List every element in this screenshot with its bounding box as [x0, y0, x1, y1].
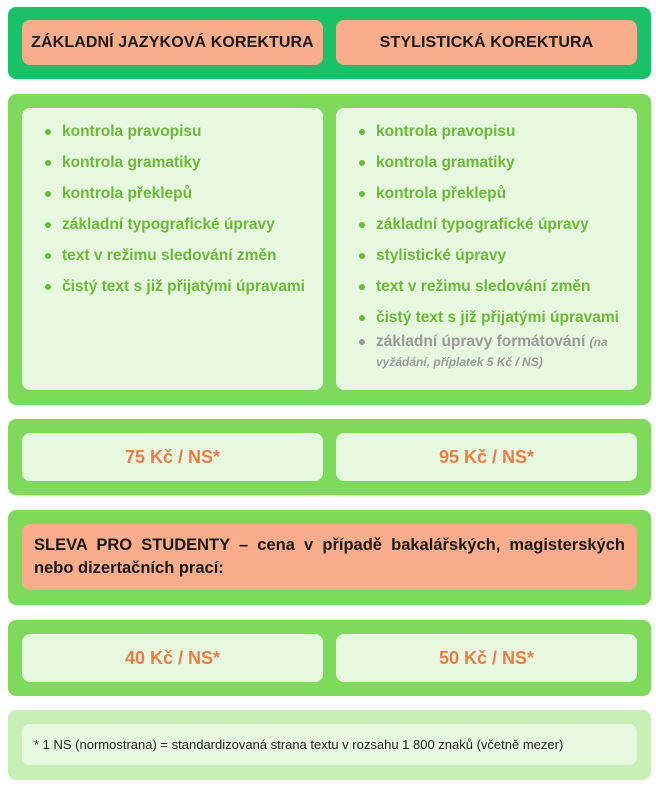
header-card-basic [22, 20, 323, 65]
price-basic: 75 Kč / NS* [124, 446, 221, 467]
header-stylistic-title: STYLISTICKÁ KOREKTURA [379, 33, 594, 51]
feature-item: text v režimu sledování změn [42, 246, 311, 266]
footnote-band [8, 710, 651, 780]
header-band [8, 7, 651, 79]
student-price-stylistic: 50 Kč / NS* [438, 647, 535, 668]
feature-list-basic [22, 108, 323, 297]
student-prices-band [8, 620, 651, 696]
extra-label: základní úpravy formátování [376, 333, 586, 350]
student-price-card-basic [22, 634, 323, 682]
feature-item: stylistické úpravy [356, 246, 625, 266]
normostrana-footnote: * 1 NS (normostrana) = standardizovaná strana textu v rozsahu 1 800 znaků (včetně mezer) [34, 737, 564, 752]
prices-band [8, 419, 651, 495]
header-card-stylistic [336, 20, 637, 65]
extra-note: (na vyžádání, příplatek 5 Kč / NS) [376, 335, 608, 369]
feature-item: kontrola pravopisu [356, 122, 625, 142]
student-discount-text: SLEVA PRO STUDENTY – cena v případě bakalářských, magisterských nebo dizertačních prací: [34, 536, 625, 577]
discount-band [8, 510, 651, 605]
discount-card [22, 524, 637, 590]
feature-item: kontrola překlepů [356, 184, 625, 204]
feature-item: základní typografické úpravy [356, 215, 625, 235]
feature-item: kontrola překlepů [42, 184, 311, 204]
student-price-basic: 40 Kč / NS* [124, 647, 221, 668]
header-basic-title: ZÁKLADNÍ JAZYKOVÁ KOREKTURA [31, 33, 314, 51]
features-card-stylistic [336, 108, 637, 390]
feature-item: kontrola gramatiky [42, 153, 311, 173]
price-stylistic: 95 Kč / NS* [438, 446, 535, 467]
feature-item: kontrola gramatiky [356, 153, 625, 173]
student-price-card-stylistic [336, 634, 637, 682]
price-card-stylistic [336, 433, 637, 481]
features-card-basic [22, 108, 323, 390]
features-band [8, 94, 651, 405]
feature-item: kontrola pravopisu [42, 122, 311, 142]
feature-list-stylistic [336, 108, 637, 372]
feature-item: čistý text s již přijatými úpravami [42, 277, 311, 297]
feature-item: čistý text s již přijatými úpravami [356, 308, 625, 328]
price-card-basic [22, 433, 323, 481]
feature-item: základní typografické úpravy [42, 215, 311, 235]
feature-item-extra [356, 332, 625, 372]
footnote-card [22, 724, 637, 765]
feature-item: text v režimu sledování změn [356, 277, 625, 297]
